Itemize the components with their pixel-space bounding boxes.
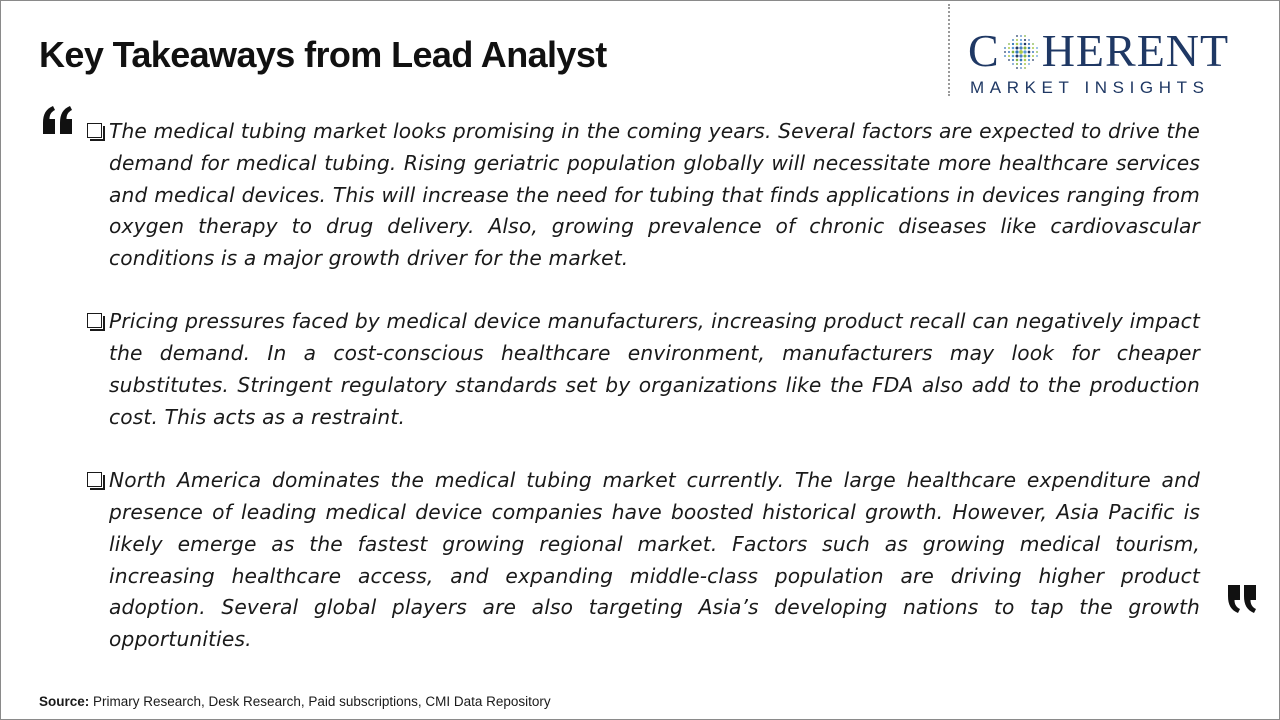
takeaway-text: Pricing pressures faced by medical device manufacturers, increasing product recall can negatively impact the demand. In a cost-conscious healthcare environment, manufacturers may look for cheaper substitutes. Stringent regulatory standards set by organizations like the FDA also add to the production cost. This acts as a restraint. xyxy=(109,309,1200,429)
dotted-globe-icon xyxy=(1001,32,1041,72)
takeaways-list xyxy=(84,116,1200,687)
list-item xyxy=(84,306,1200,433)
source-note xyxy=(39,694,551,709)
takeaway-text: North America dominates the medical tubing market currently. The large healthcare expenditure and presence of leading medical device companies have boosted historical growth. However, Asia Pacific is likely emerge as the fastest growing regional market. Factors such as growing medical tourism, increasing healthcare access, and expanding middle-class population are driving higher product adoption. Several global players are also targeting Asia’s developing nations to tap the growth opportunities. xyxy=(109,468,1200,652)
source-text: Primary Research, Desk Research, Paid subscriptions, CMI Data Repository xyxy=(89,694,551,709)
close-quote-icon xyxy=(1224,583,1260,615)
logo-wordmark xyxy=(968,25,1230,76)
checkbox-bullet-icon xyxy=(87,123,102,138)
checkbox-bullet-icon xyxy=(87,472,102,487)
logo-divider xyxy=(948,4,950,96)
checkbox-bullet-icon xyxy=(87,313,102,328)
open-quote-icon xyxy=(40,104,76,136)
source-label: Source: xyxy=(39,694,90,709)
logo-word-left: C xyxy=(968,25,1000,76)
page-title: Key Takeaways from Lead Analyst xyxy=(39,34,607,75)
list-item xyxy=(84,465,1200,656)
company-logo xyxy=(968,25,1264,100)
logo-subtitle: MARKET INSIGHTS xyxy=(970,78,1210,97)
list-item xyxy=(84,116,1200,275)
takeaway-text: The medical tubing market looks promising in the coming years. Several factors are expected to drive the demand for medical tubing. Rising geriatric population globally will necessitate more healthcare services and medical devices. This will increase the need for tubing that finds applications in devices ranging from oxygen therapy to drug delivery. Also, growing prevalence of chronic diseases like cardiovascular conditions is a major growth driver for the market. xyxy=(109,119,1200,271)
logo-word-right: HERENT xyxy=(1041,25,1230,76)
